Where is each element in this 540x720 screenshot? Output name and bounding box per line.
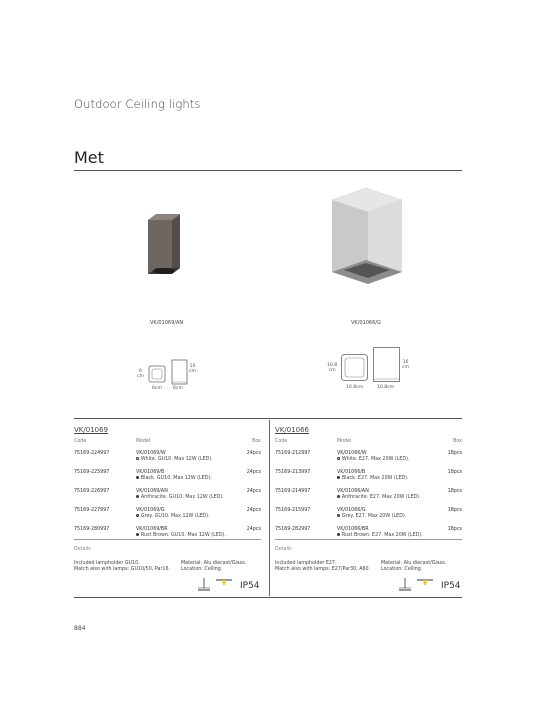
light-direction-icon bbox=[215, 578, 233, 586]
product-code: 75169-213997 bbox=[275, 470, 311, 475]
code-header: Code bbox=[74, 439, 87, 444]
finish-description bbox=[337, 476, 409, 481]
table-bottom-rule bbox=[74, 597, 462, 598]
finish-description bbox=[136, 533, 226, 538]
product-code: 75169-215997 bbox=[275, 508, 311, 513]
top-view-drawing bbox=[340, 353, 370, 383]
page-number: 884 bbox=[74, 625, 86, 632]
light-direction-icon bbox=[416, 578, 434, 586]
category-heading: Outdoor Ceiling lights bbox=[74, 97, 201, 111]
product-code: 75169-280997 bbox=[74, 527, 110, 532]
code-header: Code bbox=[275, 439, 288, 444]
dimension-label: 10 cm bbox=[189, 364, 197, 374]
ceiling-mount-icon bbox=[197, 577, 211, 591]
box-quantity: 24pcs bbox=[246, 508, 261, 513]
product-code: 75169-212997 bbox=[275, 451, 311, 456]
ceiling-mount-icon bbox=[398, 577, 412, 591]
model-number: VK/01069/BR bbox=[136, 527, 168, 532]
color-swatch-icon bbox=[136, 457, 139, 460]
ip-rating: IP54 bbox=[240, 581, 260, 591]
side-view-drawing bbox=[170, 358, 190, 386]
details-label: Details bbox=[275, 547, 292, 552]
color-swatch-icon bbox=[337, 457, 340, 460]
finish-text: Rust Brown. E27. Max 20W (LED). bbox=[341, 533, 423, 539]
model-number: VK/01069/W bbox=[136, 451, 166, 456]
table-row bbox=[275, 470, 462, 489]
box-quantity: 18pcs bbox=[447, 508, 462, 513]
finish-description bbox=[136, 495, 224, 500]
color-swatch-icon bbox=[337, 514, 340, 517]
location-text: Location: Ceiling. bbox=[181, 567, 223, 572]
table-row bbox=[275, 508, 462, 527]
side-view-drawing bbox=[372, 346, 402, 384]
table-row bbox=[74, 527, 261, 546]
product-image-vk01069 bbox=[144, 212, 188, 284]
model-number: VK/01066/AN bbox=[337, 489, 369, 494]
color-swatch-icon bbox=[136, 495, 139, 498]
color-swatch-icon bbox=[136, 514, 139, 517]
box-quantity: 24pcs bbox=[246, 527, 261, 532]
model-number: VK/01066/G bbox=[337, 508, 366, 513]
table-row bbox=[275, 527, 462, 546]
finish-description bbox=[136, 457, 213, 462]
top-view-drawing bbox=[147, 364, 169, 386]
model-heading: VK/01069 bbox=[74, 426, 109, 434]
dimension-label: 6cm bbox=[152, 386, 162, 391]
column-divider bbox=[269, 420, 270, 596]
finish-text: Grey. E27. Max 20W (LED). bbox=[341, 514, 407, 520]
model-number: VK/01069/G bbox=[136, 508, 165, 513]
dimension-label: 16 cm bbox=[402, 360, 410, 370]
details-text: Included lampholder GU10. bbox=[74, 561, 140, 566]
box-quantity: 24pcs bbox=[246, 470, 261, 475]
dimension-label: 10.8cm bbox=[377, 385, 395, 390]
table-row bbox=[275, 451, 462, 470]
finish-text: Rust Brown. GU10. Max 12W (LED). bbox=[140, 533, 226, 539]
image-caption: VK/01066/G bbox=[351, 320, 381, 326]
finish-text: Anthracite. GU10. Max 12W (LED). bbox=[140, 495, 224, 501]
details-label: Details bbox=[74, 547, 91, 552]
finish-description bbox=[337, 533, 423, 538]
finish-description bbox=[337, 495, 421, 500]
model-number: VK/01066/B bbox=[337, 470, 366, 475]
product-code: 75169-224997 bbox=[74, 451, 110, 456]
table-row bbox=[74, 489, 261, 508]
finish-description bbox=[136, 476, 212, 481]
spec-column-vk01069 bbox=[74, 426, 261, 546]
product-code: 75169-227997 bbox=[74, 508, 110, 513]
product-code: 75169-225997 bbox=[74, 470, 110, 475]
dimension-label: 10.8 cm bbox=[327, 363, 338, 373]
spec-rows bbox=[74, 451, 261, 546]
image-caption: VK/01069/AN bbox=[150, 320, 184, 326]
spec-column-vk01066 bbox=[275, 426, 462, 546]
box-quantity: 18pcs bbox=[447, 451, 462, 456]
finish-description bbox=[136, 514, 210, 519]
product-family-title: Met bbox=[74, 148, 104, 167]
finish-text: Grey. GU10. Max 12W (LED). bbox=[140, 514, 210, 520]
location-text: Location: Ceiling. bbox=[381, 567, 423, 572]
model-number: VK/01066/BR bbox=[337, 527, 369, 532]
table-row bbox=[74, 470, 261, 489]
product-code: 75169-282997 bbox=[275, 527, 311, 532]
table-row bbox=[74, 451, 261, 470]
model-header: Model bbox=[136, 439, 151, 444]
title-divider bbox=[74, 170, 462, 171]
box-quantity: 18pcs bbox=[447, 489, 462, 494]
box-quantity: 24pcs bbox=[246, 489, 261, 494]
finish-text: White. E27. Max 20W (LED). bbox=[341, 457, 410, 463]
box-quantity: 24pcs bbox=[246, 451, 261, 456]
product-code: 75169-226997 bbox=[74, 489, 110, 494]
table-row bbox=[74, 508, 261, 527]
box-header: Box bbox=[453, 439, 462, 444]
table-header bbox=[275, 439, 462, 451]
color-swatch-icon bbox=[337, 533, 340, 536]
finish-text: Anthracite. E27. Max 20W (LED). bbox=[341, 495, 421, 501]
details-text: Match also with lamps: GU10/50, Par16. bbox=[74, 567, 171, 572]
color-swatch-icon bbox=[136, 533, 139, 536]
details-rule bbox=[275, 539, 462, 540]
table-row bbox=[275, 489, 462, 508]
model-number: VK/01069/B bbox=[136, 470, 165, 475]
product-image-vk01066 bbox=[326, 186, 404, 290]
box-quantity: 18pcs bbox=[447, 470, 462, 475]
spec-rows bbox=[275, 451, 462, 546]
color-swatch-icon bbox=[136, 476, 139, 479]
material-text: Material: Alu diecast/Glass. bbox=[381, 561, 447, 566]
table-header bbox=[74, 439, 261, 451]
table-top-rule bbox=[74, 418, 462, 419]
color-swatch-icon bbox=[337, 476, 340, 479]
model-header: Model bbox=[337, 439, 352, 444]
ip-rating: IP54 bbox=[441, 581, 461, 591]
details-rule bbox=[74, 539, 261, 540]
dimension-label: 6 cm bbox=[137, 369, 145, 379]
model-number: VK/01066/W bbox=[337, 451, 367, 456]
material-text: Material: Alu diecast/Glass. bbox=[181, 561, 247, 566]
color-swatch-icon bbox=[337, 495, 340, 498]
finish-text: Black. GU10. Max 12W (LED). bbox=[140, 476, 212, 482]
details-text: Included lampholder E27. bbox=[275, 561, 337, 566]
details-text: Match also with lamps: E27/Par30, A60. bbox=[275, 567, 371, 572]
model-heading: VK/01066 bbox=[275, 426, 310, 434]
box-header: Box bbox=[252, 439, 261, 444]
dimension-label: 6cm bbox=[173, 386, 183, 391]
finish-description bbox=[337, 457, 410, 462]
finish-text: Black. E27. Max 20W (LED). bbox=[341, 476, 409, 482]
model-number: VK/01069/AN bbox=[136, 489, 168, 494]
dimension-label: 10.8cm bbox=[346, 385, 364, 390]
finish-description bbox=[337, 514, 406, 519]
product-code: 75169-214997 bbox=[275, 489, 311, 494]
finish-text: White. GU10. Max 12W (LED). bbox=[140, 457, 213, 463]
box-quantity: 18pcs bbox=[447, 527, 462, 532]
